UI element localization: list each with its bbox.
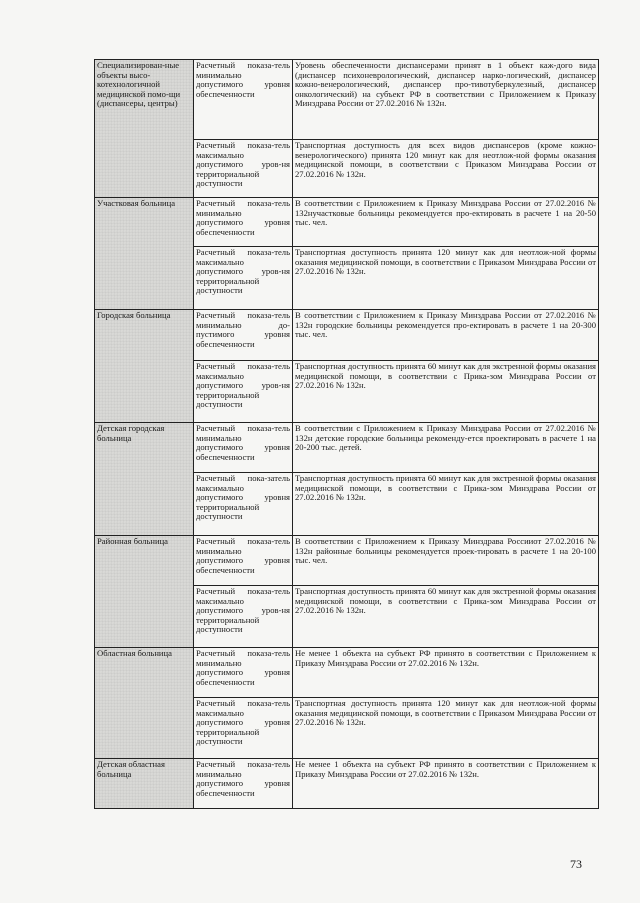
facility-cell: Областная больница <box>95 648 194 759</box>
facility-cell: Детская областная больница <box>95 759 194 809</box>
table-row <box>95 536 599 586</box>
norms-table-body <box>95 60 599 809</box>
value-cell: Транспортная доступность принята 120 минут как для неотлож-ной формы оказания медицинской помощи, в соответствии с Приказом Минздрава России от 27.02.2016 № 132н. <box>293 698 599 759</box>
value-cell: Уровень обеспеченности диспансерами принят в 1 объект каж-дого вида (диспансер психоневрологический, диспансер нарко-логический, диспансер кожно-венерологический, диспансер про-тивотуберкулезный, диспансер онкологический) на субъект РФ в соответствии с Приложением к Приказу Минздрава России от 27.02.2016 № 132н. <box>293 60 599 140</box>
value-cell: Транспортная доступность для всех видов диспансеров (кроме кожно-венерологического) принята 120 минут как для неотлож-ной формы оказания медицинской помощи, в соответствии с Приказом Минздрава России от 27.02.2016 № 132н. <box>293 140 599 198</box>
value-cell: Транспортная доступность принята 60 минут как для экстренной формы оказания медицинской помощи, в соответствии с Прика-зом Минздрава России от 27.02.2016 № 132н. <box>293 473 599 536</box>
value-cell: Транспортная доступность принята 120 минут как для неотлож-ной формы оказания медицинской помощи, в соответствии с Приказом Минздрава России от 27.02.2016 № 132н. <box>293 247 599 310</box>
indicator-cell: Расчетный показа-тель максимально допустимого уров-ня территориальной доступности <box>194 247 293 310</box>
table-row <box>95 759 599 809</box>
indicator-cell: Расчетный показа-тель максимально допустимого уров-ня территориальной доступности <box>194 586 293 648</box>
value-cell: Не менее 1 объекта на субъект РФ принято в соответствии с Приложением к Приказу Минздрава России от 27.02.2016 № 132н. <box>293 759 599 809</box>
indicator-cell: Расчетный показа-тель минимально допустимого уровня обеспеченности <box>194 536 293 586</box>
indicator-cell: Расчетный показа-тель минимально допустимого уровня обеспеченности <box>194 423 293 473</box>
table-row <box>95 60 599 140</box>
table-row <box>95 423 599 473</box>
facility-cell: Городская больница <box>95 310 194 423</box>
indicator-cell: Расчетный показа-тель минимально допустимого уровня обеспеченности <box>194 759 293 809</box>
indicator-cell: Расчетный показа-тель максимально допустимого уровня территориальной доступности <box>194 698 293 759</box>
facility-cell: Детская городская больница <box>95 423 194 536</box>
indicator-cell: Расчетный показа-тель минимально до-пустимого уровня обеспеченности <box>194 310 293 361</box>
page-number: 73 <box>570 857 582 871</box>
norms-table <box>94 59 599 809</box>
value-cell: Транспортная доступность принята 60 минут как для экстренной формы оказания медицинской помощи, в соответствии с Прика-зом Минздрава России от 27.02.2016 № 132н. <box>293 586 599 648</box>
value-cell: Не менее 1 объекта на субъект РФ принято в соответствии с Приложением к Приказу Минздрава России от 27.02.2016 № 132н. <box>293 648 599 698</box>
value-cell: В соответствии с Приложением к Приказу Минздрава России от 27.02.2016 № 132н детские городские больницы рекоменду-ется проектировать в расчете 1 на 20-200 тыс. детей. <box>293 423 599 473</box>
value-cell: Транспортная доступность принята 60 минут как для экстренной формы оказания медицинской помощи, в соответствии с Прика-зом Минздрава России от 27.02.2016 № 132н. <box>293 361 599 423</box>
indicator-cell: Расчетный показа-тель максимально допустимого уров-ня территориальной доступности <box>194 140 293 198</box>
indicator-cell: Расчетный показа-тель максимально допустимого уров-ня территориальной доступности <box>194 361 293 423</box>
table-row <box>95 198 599 247</box>
table-row <box>95 648 599 698</box>
facility-cell: Районная больница <box>95 536 194 648</box>
indicator-cell: Расчетный показа-тель минимально допустимого уровня обеспеченности <box>194 198 293 247</box>
indicator-cell: Расчетный показа-тель минимально допустимого уровня обеспеченности <box>194 648 293 698</box>
facility-cell: Участковая больница <box>95 198 194 310</box>
value-cell: В соответствии с Приложением к Приказу Минздрава Россииот 27.02.2016 № 132н районные больницы рекомендуется проек-тировать в расчете 1 на 20-100 тыс. чел. <box>293 536 599 586</box>
indicator-cell: Расчетный пока-затель максимально допустимого уровня территориальной доступности <box>194 473 293 536</box>
value-cell: В соответствии с Приложением к Приказу Минздрава России от 27.02.2016 № 132н городские больницы рекомендуется про-ектировать в расчете 1 на 20-300 тыс. чел. <box>293 310 599 361</box>
table-row <box>95 310 599 361</box>
indicator-cell: Расчетный показа-тель минимально допустимого уровня обеспеченности <box>194 60 293 140</box>
value-cell: В соответствии с Приложением к Приказу Минздрава России от 27.02.2016 № 132нучастковые больницы рекомендуется про-ектировать в расчете 1 на 20-50 тыс. чел. <box>293 198 599 247</box>
facility-cell: Специализирован-ные объекты высо-котехнологичной медицинской помо-щи (диспансеры, центры) <box>95 60 194 198</box>
